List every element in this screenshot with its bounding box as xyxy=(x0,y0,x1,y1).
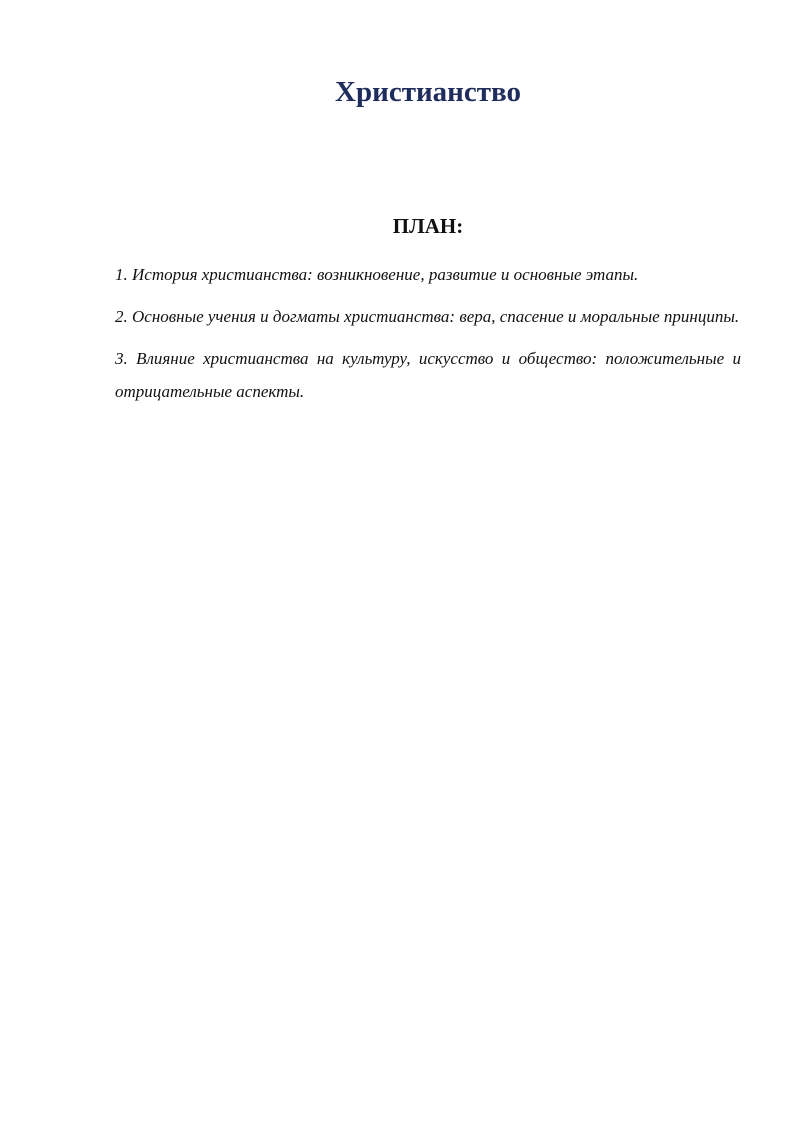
plan-heading: ПЛАН: xyxy=(392,214,464,238)
document-title: Христианство xyxy=(335,76,521,108)
plan-item-2: 2. Основные учения и догматы христианства: вера, спасение и моральные принципы. xyxy=(115,307,740,326)
plan-item-1: 1. История христианства: возникновение, развитие и основные этапы. xyxy=(115,265,639,284)
plan-item-3: 3. Влияние христианства на культуру, искусство и общество: положительные и отрицательные аспекты. xyxy=(115,349,741,401)
plan-list xyxy=(115,258,741,417)
